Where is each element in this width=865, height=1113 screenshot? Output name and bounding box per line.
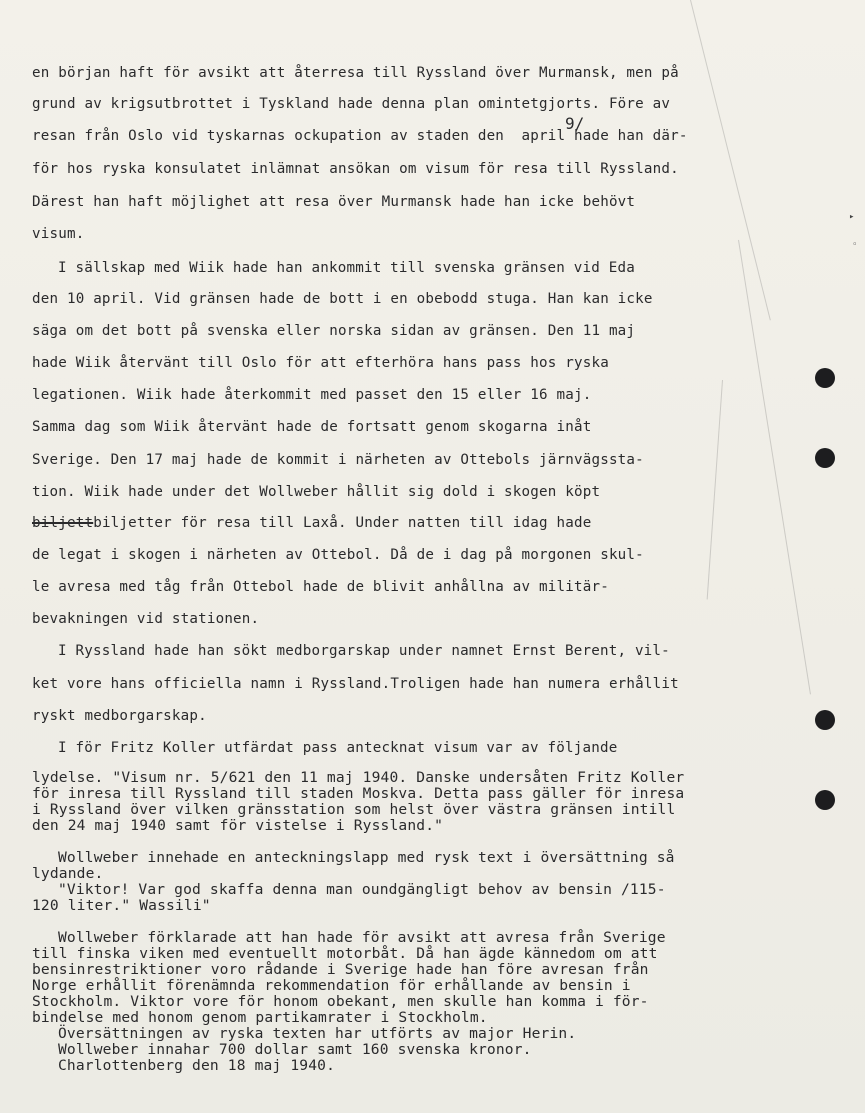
text-line: Översättningen av ryska texten har utförts av major Herin. [58,1025,577,1042]
punch-hole [815,790,835,810]
text-line: I för Fritz Koller utfärdat pass antecknat visum var av följande [58,740,618,756]
text-line: den 24 maj 1940 samt för vistelse i Ryssland." [32,817,444,834]
paper-crease [738,240,811,694]
text-line: grund av krigsutbrottet i Tyskland hade denna plan omintetgjorts. Före av [32,96,671,112]
text-line: en början haft för avsikt att återresa till Ryssland över Murmansk, men på [32,65,679,81]
struck-out-text: biljett [32,515,94,531]
text-line: Stockholm. Viktor vore för honom obekant, men skulle han komma i för- [32,993,649,1010]
text-line: 120 liter." Wassili" [32,897,211,914]
text-line: till finska viken med eventuellt motorbåt. Då han ägde kännedom om att [32,945,658,962]
text-line: Sverige. Den 17 maj hade de kommit i närheten av Ottebols järnvägssta- [32,452,644,468]
text-line: le avresa med tåg från Ottebol hade de blivit anhållna av militär- [32,579,609,595]
text-line: Charlottenberg den 18 maj 1940. [58,1057,336,1074]
text-line: för hos ryska konsulatet inlämnat ansökan om visum för resa till Ryssland. [32,161,679,177]
text-line: I Ryssland hade han sökt medborgarskap under namnet Ernst Berent, vil- [58,643,670,659]
text-line: resan från Oslo vid tyskarnas ockupation av staden den april hade han där- [32,128,688,144]
text-line: bensinrestriktioner voro rådande i Sverige hade han före avresan från [32,961,649,978]
text-line: för inresa till Ryssland till staden Moskva. Detta pass gäller för inresa [32,785,685,802]
punch-hole [815,448,835,468]
text-line: lydande. [32,865,104,882]
text-line: de legat i skogen i närheten av Ottebol. Då de i dag på morgonen skul- [32,547,644,563]
text-line: ket vore hans officiella namn i Ryssland.Troligen hade han numera erhållit [32,676,679,692]
text-line: legationen. Wiik hade återkommit med passet den 15 eller 16 maj. [32,387,592,403]
text-line: den 10 april. Vid gränsen hade de bott i en obebodd stuga. Han kan icke [32,291,653,307]
text-line: visum. [32,226,85,242]
punch-hole [815,368,835,388]
text-line-rest: biljetter för resa till Laxå. Under natten till idag hade [93,515,592,531]
punch-hole [815,710,835,730]
date-overtype: 9/ [565,114,585,133]
edge-mark: ◦ [852,240,858,250]
text-line: ryskt medborgarskap. [32,708,207,724]
text-line: Norge erhållit förenämnda rekommendation för erhållande av bensin i [32,977,631,994]
text-line: lydelse. "Visum nr. 5/621 den 11 maj 1940. Danske undersåten Fritz Koller [32,769,685,786]
text-line: I sällskap med Wiik hade han ankommit till svenska gränsen vid Eda [58,260,635,276]
text-line: Därest han haft möjlighet att resa över Murmansk hade han icke behövt [32,194,636,210]
text-line: Wollweber innahar 700 dollar samt 160 svenska kronor. [58,1041,532,1058]
text-line: "Viktor! Var god skaffa denna man oundgängligt behov av bensin /115- [58,881,666,898]
paper-crease [690,0,771,320]
text-line: Wollweber förklarade att han hade för avsikt att avresa från Sverige [58,929,666,946]
text-line: tion. Wiik hade under det Wollweber hållit sig dold i skogen köpt [32,484,601,500]
paper-crease [707,380,723,600]
text-line: bevakningen vid stationen. [32,611,260,627]
text-line: i Ryssland över vilken gränsstation som helst över västra gränsen intill [32,801,676,818]
text-line: bindelse med honom genom partikamrater i Stockholm. [32,1009,488,1026]
edge-mark: ▸ [849,212,855,222]
text-line: Samma dag som Wiik återvänt hade de fortsatt genom skogarna inåt [32,419,592,435]
text-line: hade Wiik återvänt till Oslo för att efterhöra hans pass hos ryska [32,355,609,371]
text-line: Wollweber innehade en anteckningslapp med rysk text i översättning så [58,849,675,866]
text-line: säga om det bott på svenska eller norska sidan av gränsen. Den 11 maj [32,323,636,339]
text-line [32,514,591,532]
